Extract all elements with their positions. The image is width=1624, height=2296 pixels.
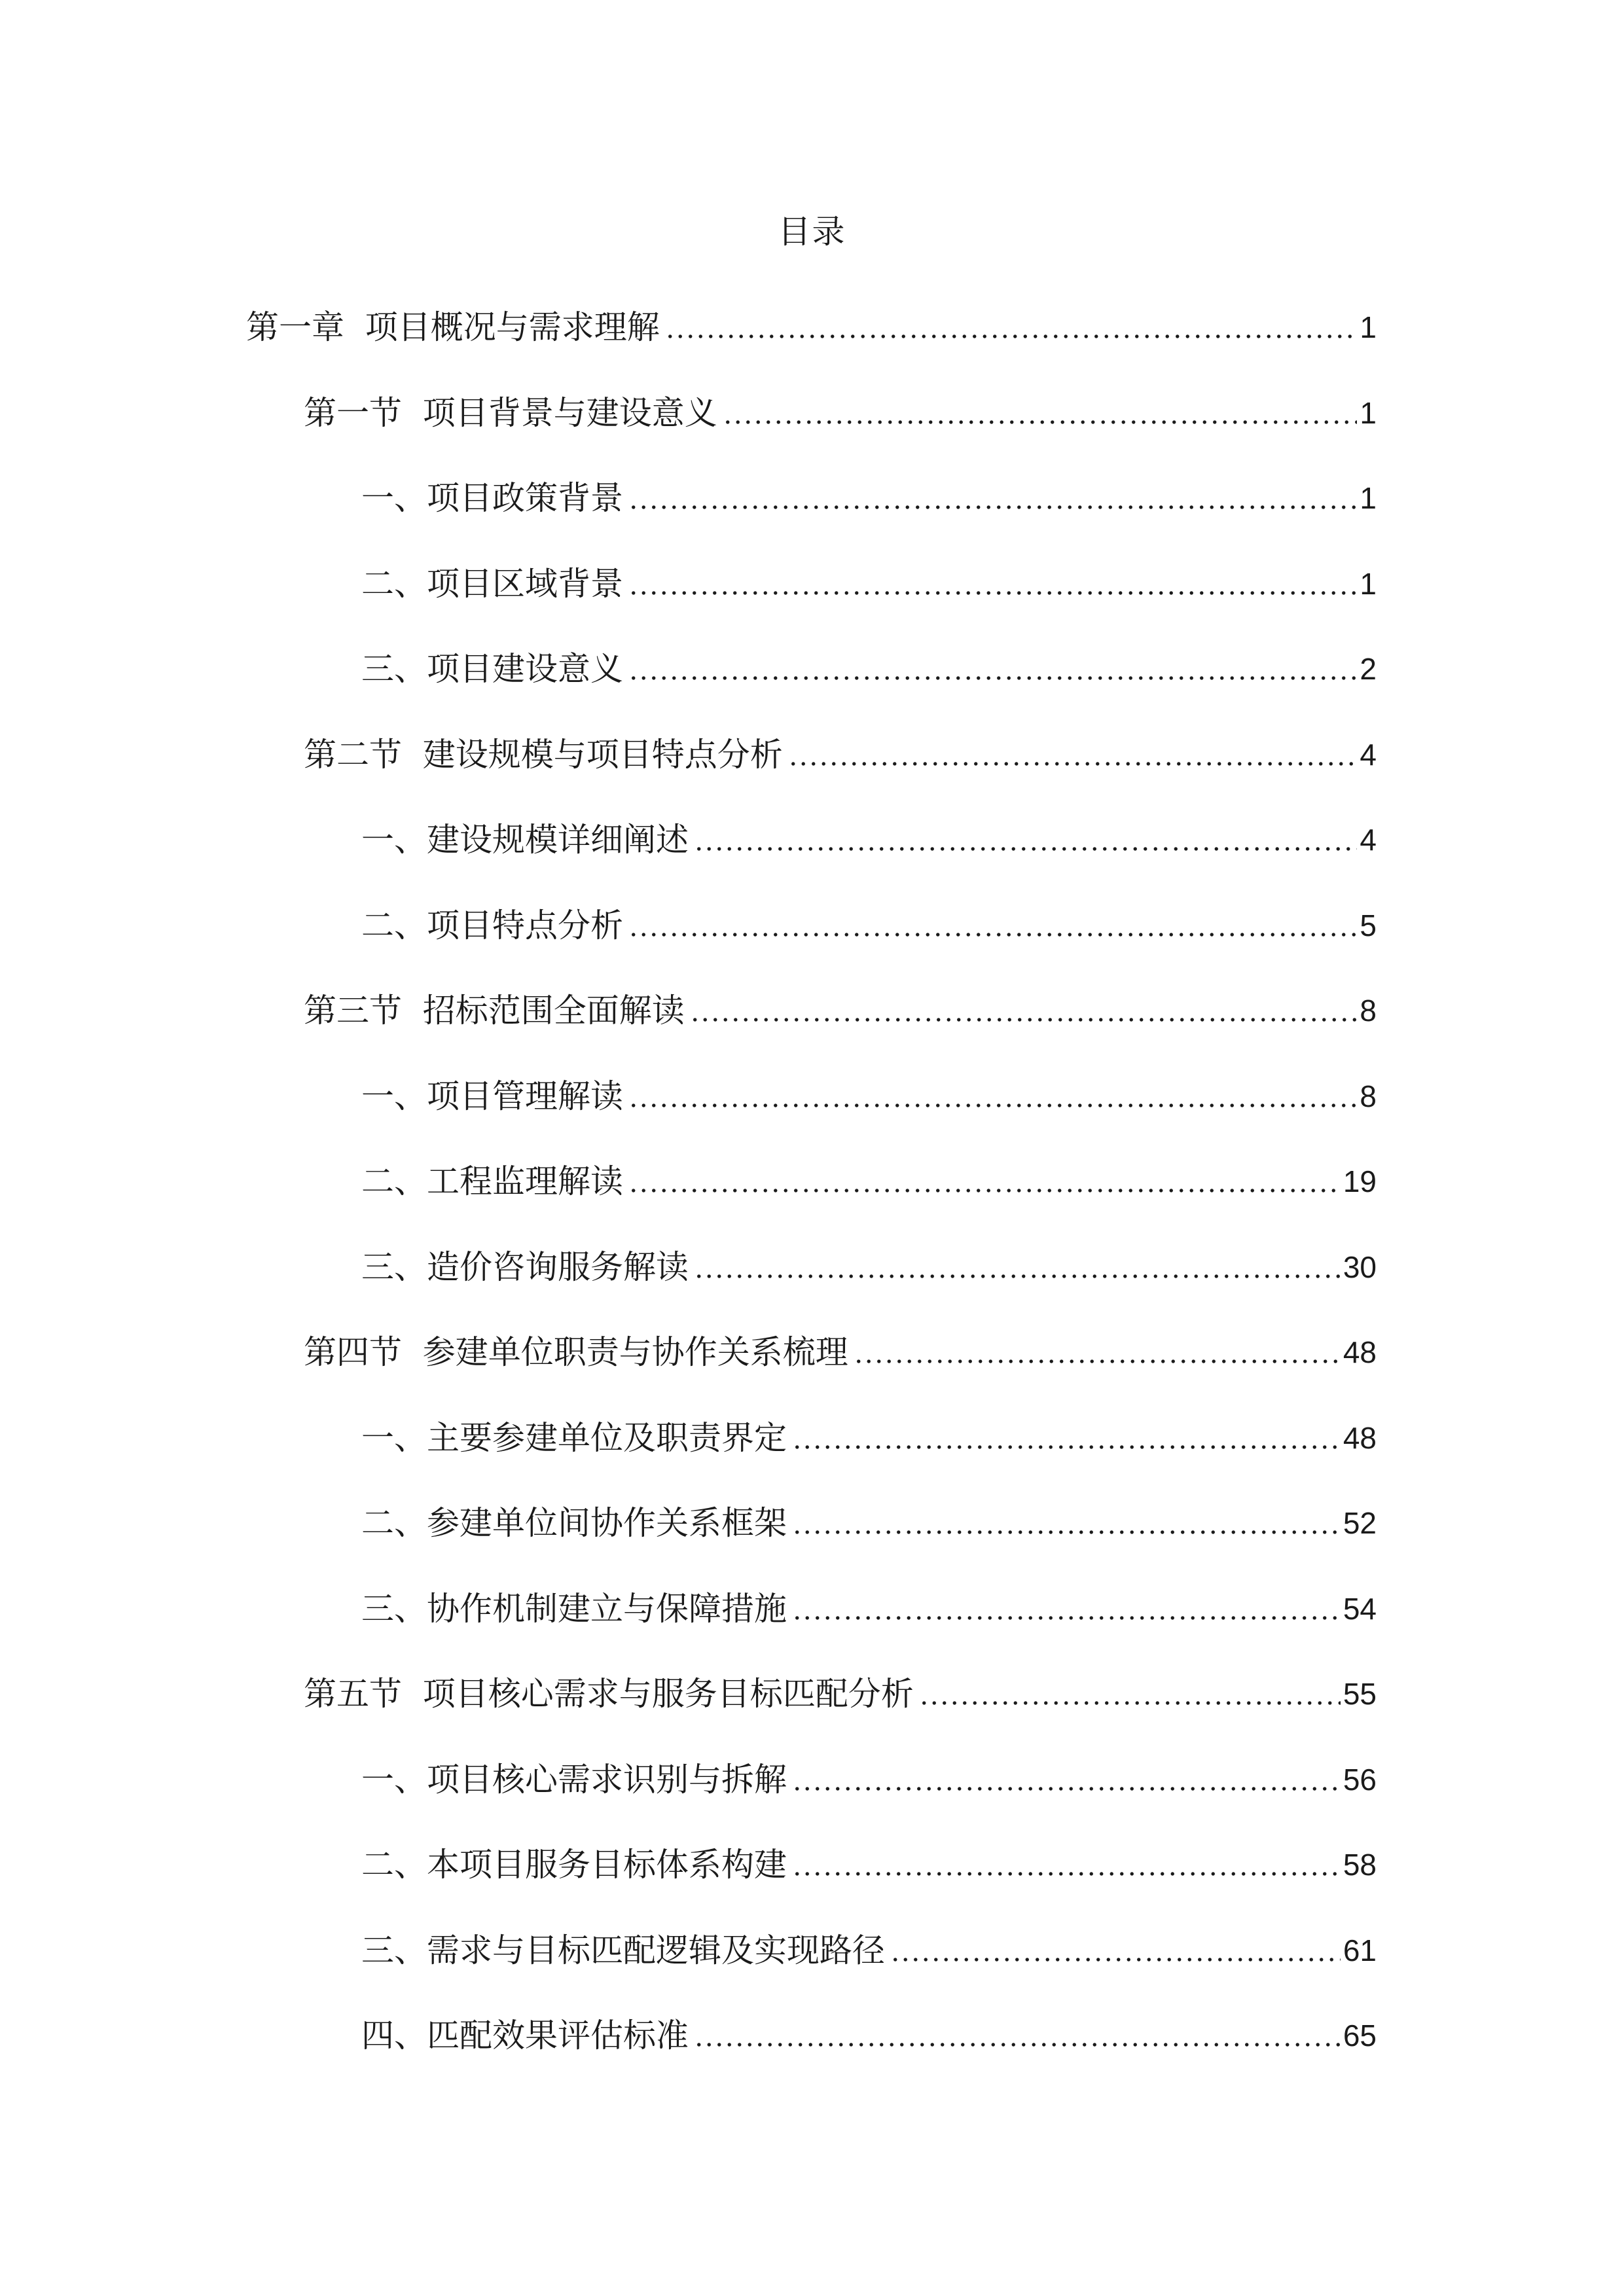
dot-leader [628, 675, 1357, 681]
toc-entry-label: 二、项目特点分析 [361, 906, 623, 944]
toc-entry[interactable] [304, 386, 1377, 433]
toc-entry-label: 一、项目政策背景 [361, 479, 623, 517]
toc-entry-page-number: 1 [1360, 481, 1377, 515]
toc-entry-label: 第四节 参建单位职责与协作关系梳理 [304, 1333, 848, 1371]
toc-entry-label: 二、本项目服务目标体系构建 [361, 1846, 787, 1884]
dot-leader [792, 1871, 1341, 1876]
toc-entry[interactable] [304, 1666, 1377, 1713]
toc-entry-page-number: 1 [1360, 395, 1377, 430]
toc-entry[interactable] [361, 1410, 1377, 1458]
toc-entry[interactable] [246, 300, 1377, 347]
toc-entry[interactable] [361, 641, 1377, 689]
dot-leader [792, 1444, 1341, 1450]
toc-entry-page-number: 19 [1343, 1164, 1377, 1198]
toc-entry-page-number: 5 [1360, 908, 1377, 942]
toc-entry[interactable] [361, 556, 1377, 603]
dot-leader [665, 334, 1358, 339]
toc-entry[interactable] [361, 1581, 1377, 1628]
toc-entry-label: 三、协作机制建立与保障措施 [361, 1589, 787, 1628]
toc-entry-label: 四、匹配效果评估标准 [361, 2017, 689, 2054]
toc-entry[interactable] [304, 983, 1377, 1030]
toc-entry-page-number: 1 [1360, 566, 1377, 601]
dot-leader [628, 932, 1357, 937]
toc-entry[interactable] [304, 1325, 1377, 1372]
dot-leader [694, 846, 1357, 852]
toc-entry[interactable] [361, 2008, 1377, 2055]
toc-entry[interactable] [361, 1752, 1377, 1799]
toc-entry-page-number: 8 [1360, 1079, 1377, 1113]
toc-entry-label: 二、项目区域背景 [361, 564, 623, 603]
toc-entry[interactable] [361, 1496, 1377, 1543]
dot-leader [690, 1017, 1358, 1022]
toc-entry-page-number: 56 [1343, 1762, 1377, 1797]
toc-entry-page-number: 30 [1343, 1249, 1377, 1284]
toc-entry-page-number: 65 [1343, 2018, 1377, 2053]
dot-leader [723, 420, 1358, 425]
toc-entry-label: 第五节 项目核心需求与服务目标匹配分析 [304, 1675, 914, 1713]
toc-entry-label: 三、造价咨询服务解读 [361, 1247, 689, 1286]
toc-entry[interactable] [361, 1154, 1377, 1201]
dot-leader [694, 2042, 1341, 2047]
toc-entry-label: 第三节 招标范围全面解读 [304, 992, 685, 1030]
toc-entry-page-number: 54 [1343, 1591, 1377, 1626]
toc-entry-label: 一、项目管理解读 [361, 1077, 623, 1115]
dot-leader [792, 1786, 1341, 1791]
dot-leader [628, 505, 1357, 510]
toc-entry-page-number: 58 [1343, 1848, 1377, 1882]
dot-leader [628, 1103, 1357, 1108]
page-title: 目录 [778, 213, 846, 251]
toc-entry-page-number: 61 [1343, 1933, 1377, 1967]
toc-entry[interactable] [361, 1240, 1377, 1287]
toc-entry-page-number: 4 [1360, 823, 1377, 857]
toc-entry-page-number: 2 [1360, 652, 1377, 686]
toc-entry-label: 一、主要参建单位及职责界定 [361, 1418, 787, 1457]
toc-entry-page-number: 55 [1343, 1677, 1377, 1711]
toc-entry[interactable] [361, 471, 1377, 518]
dot-leader [890, 1957, 1341, 1962]
dot-leader [628, 590, 1357, 596]
dot-leader [788, 761, 1358, 766]
toc-entry-label: 一、项目核心需求识别与拆解 [361, 1760, 787, 1799]
toc-entry-label: 二、参建单位间协作关系框架 [361, 1504, 787, 1542]
toc-entry[interactable] [361, 1923, 1377, 1970]
toc-entry-label: 三、项目建设意义 [361, 650, 623, 688]
toc-entry-label: 第二节 建设规模与项目特点分析 [304, 735, 783, 774]
toc-entry-label: 第一节 项目背景与建设意义 [304, 393, 717, 432]
dot-leader [694, 1274, 1341, 1279]
toc-entry[interactable] [304, 727, 1377, 774]
toc-entry-page-number: 48 [1343, 1335, 1377, 1369]
toc-entry[interactable] [361, 812, 1377, 859]
toc-entry-label: 二、工程监理解读 [361, 1162, 623, 1200]
dot-leader [628, 1188, 1341, 1193]
dot-leader [854, 1359, 1341, 1364]
toc-entry[interactable] [361, 898, 1377, 945]
dot-leader [919, 1700, 1341, 1706]
toc-entry-page-number: 8 [1360, 994, 1377, 1028]
toc-entry[interactable] [361, 1069, 1377, 1116]
toc-entry-label: 第一章 项目概况与需求理解 [246, 308, 660, 346]
toc-entry-label: 三、需求与目标匹配逻辑及实现路径 [361, 1931, 885, 1969]
dot-leader [792, 1530, 1341, 1535]
toc-entry[interactable] [361, 1837, 1377, 1884]
toc-entry-page-number: 1 [1360, 310, 1377, 344]
toc-entry-page-number: 48 [1343, 1420, 1377, 1455]
toc-entry-label: 一、建设规模详细阐述 [361, 821, 689, 859]
dot-leader [792, 1615, 1341, 1621]
toc-entry-page-number: 4 [1360, 737, 1377, 772]
toc-entry-page-number: 52 [1343, 1506, 1377, 1540]
